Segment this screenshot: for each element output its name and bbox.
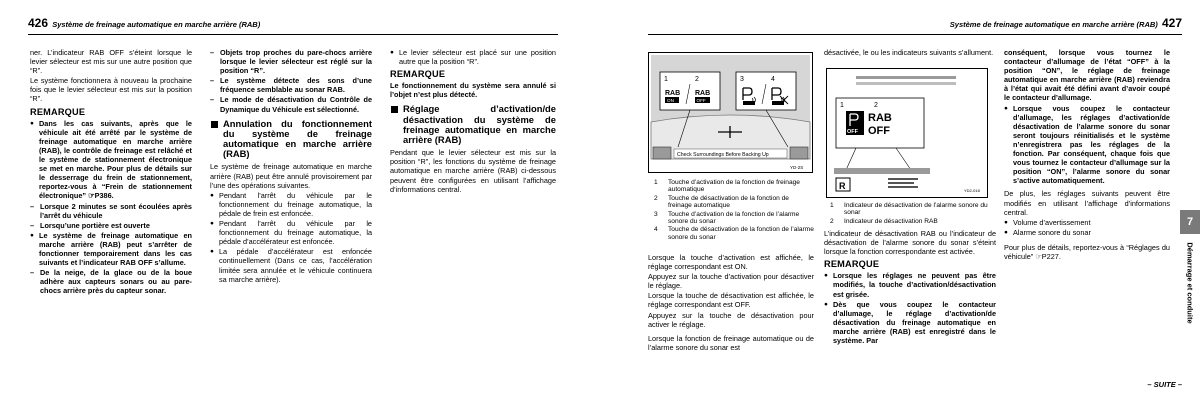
- page-reference: ☞P227.: [1035, 251, 1061, 261]
- paragraph: désactivée, le ou les indicateurs suivants s’allument.: [824, 48, 994, 57]
- paragraph: De plus, les réglages suivants peuvent être modifiés en utilisant l’affichage d’informations central.: [1004, 189, 1170, 217]
- paragraph: Appuyez sur la touche d’activation pour désactiver le réglage.: [648, 272, 814, 291]
- paragraph: ner. L’indicateur RAB OFF s’éteint lorsque le levier sélecteur est mis sur une autre position que “R”.: [30, 48, 192, 76]
- paragraph: Lorsque la fonction de freinage automatique ou de l’alarme sonore du sonar est: [648, 333, 814, 352]
- rab-label: RAB: [868, 112, 892, 124]
- caption-item: 2 Indicateur de désactivation RAB: [830, 217, 938, 225]
- right-page: [614, 0, 1200, 402]
- running-title: Système de freinage automatique en marche arrière (RAB): [52, 20, 261, 29]
- page-number: 427: [1161, 16, 1182, 30]
- figure-code: YD-2S: [790, 165, 804, 170]
- rab-label: RAB: [665, 90, 681, 97]
- display-illustration: [648, 52, 813, 173]
- page-reference: ☞P386.: [88, 191, 114, 201]
- paragraph: Le système de freinage automatique en marche arrière (RAB) peut être annulé provisoirement par l’une des opérations suivantes.: [210, 162, 372, 190]
- off-label: OFF: [868, 125, 890, 137]
- callout-number: 1: [664, 76, 668, 83]
- figure-code: YD2-018: [964, 188, 980, 193]
- gear-letter: R: [839, 181, 846, 191]
- remarque-heading: REMARQUE: [824, 259, 880, 270]
- chapter-title: Démarrage et conduite: [1185, 242, 1195, 324]
- dash-item: – Objets trop proches du pare-chocs arrière lorsque le levier sélecteur est réglé sur la position “R”.: [210, 48, 372, 75]
- meter-detail: [888, 186, 918, 188]
- meter-bar: [856, 76, 956, 79]
- remarque-heading: REMARQUE: [30, 106, 86, 117]
- callout-number: 2: [695, 76, 699, 83]
- left-column-1: [30, 48, 192, 296]
- bullet-item: [30, 119, 192, 201]
- right-tab-shape: [790, 147, 808, 159]
- left-column-3: [390, 48, 556, 195]
- callout-number: 4: [771, 76, 775, 83]
- caption-item: 4 Touche de désactivation de la fonction de l’alarme sonore du sonar: [654, 226, 814, 241]
- chapter-tab: 7: [1180, 210, 1200, 234]
- bullet-text: Dans les cas suivants, après que le véhicule ait été arrêté par le système de freinage automatique en marche arrière (RAB), le contrôle de freinage est relâché et le système de stationnement électronique se met en marche. Pour plus de détails sur le desserrage du frein de stationnement, reportez-vous à “Frein de stationnement électronique”: [39, 118, 192, 201]
- off-badge: [772, 101, 784, 105]
- caption-item: 1 Touche d’activation de la fonction de freinage automatique: [654, 179, 800, 194]
- bullet-item: ● Pendant l’arrêt du véhicule par le fonctionnement du freinage automatique, la pédale de frein est enfoncée.: [210, 191, 372, 218]
- figure2-captions: [824, 202, 996, 226]
- dash-item: – Lorsqu’une portière est ouverte: [30, 221, 192, 230]
- on-text: ON: [667, 98, 674, 103]
- page-number: 426: [28, 16, 49, 30]
- dash-item: – Le mode de désactivation du Contrôle de Dynamique du Véhicule est sélectionné.: [210, 95, 372, 113]
- bullet-item: ● Dès que vous coupez le contacteur d’allumage, le réglage d’activation/de désactivation du freinage automatique en marche arrière (RAB) est enregistré dans le système. Par: [824, 300, 996, 345]
- callout-number: 3: [740, 76, 744, 83]
- paragraph: Pour plus de détails, reportez-vous à “Réglages du véhicule” ☞P227.: [1004, 242, 1170, 261]
- right-column-2: [824, 48, 996, 58]
- caption-item: 2 Touche de désactivation de la fonction de freinage automatique: [654, 194, 789, 210]
- meter-illustration: [826, 68, 988, 198]
- paragraph: Appuyez sur la touche de désactivation pour activer le réglage.: [648, 310, 814, 329]
- bullet-item: ● La pédale d’accélérateur est enfoncée continuellement (Dans ce cas, l’accélération limitée sera annulée et le véhicule continuera sa marche arrière).: [210, 247, 372, 283]
- remarque-text: Le fonctionnement du système sera annulé si l’objet n’est plus détecté.: [390, 81, 556, 100]
- callout-number: 2: [874, 102, 878, 109]
- left-tab-shape: [653, 147, 671, 159]
- paragraph: L’indicateur de désactivation RAB ou l’indicateur de désactivation de l’alarme sonore du sonar s’éteint lorsque la fonction correspondante est activée.: [824, 229, 996, 257]
- right-column-3: [1004, 48, 1170, 262]
- dash-item: – Le système détecte des sons d’une fréquence semblable au sonar RAB.: [210, 76, 372, 94]
- left-page: [0, 0, 586, 402]
- dash-item: – De la neige, de la glace ou de la boue adhère aux capteurs sonars ou au pare-chocs arrière près du capteur sonar.: [30, 268, 192, 295]
- section-heading: Réglage d’activation/de désactivation du système de freinage automatique en marche arrière (RAB): [390, 104, 556, 145]
- bullet-item: ● Le levier sélecteur est placé sur une position autre que la position “R”.: [390, 48, 556, 66]
- running-title: Système de freinage automatique en marche arrière (RAB): [949, 20, 1158, 29]
- left-page-header: [28, 16, 260, 30]
- bullet-item: ● Lorsque vous coupez le contacteur d’allumage, les réglages d’activation/de désactivation de l’alarme sonore du sonar seront toujours réinitialisés et le système n’enregistrera pas les réglages de la fonction. Par conséquent, chaque fois que vous tournez le contacteur d’allumage sur la position “ON”, l’alarme sonore du sonar s’active automatiquement.: [1004, 104, 1170, 186]
- remarque-heading: REMARQUE: [390, 69, 446, 80]
- off-text: OFF: [847, 129, 858, 135]
- rab-label: RAB: [695, 90, 711, 97]
- meter-detail: [888, 182, 914, 184]
- right-column-1: [648, 253, 814, 353]
- bullet-item: ● Le système de freinage automatique en marche arrière (RAB) peut s’arrêter de fonctionner temporairement dans les cas suivants et l’indicateur RAB OFF s’allume.: [30, 231, 192, 267]
- on-badge: [743, 101, 755, 105]
- section-heading: Annulation du fonctionnement du système de freinage automatique en marche arrière (RAB): [210, 119, 372, 160]
- paragraph: conséquent, lorsque vous tournez le contacteur d’allumage de l’état “OFF” à la position “ON”, le réglage de freinage automatique en marche arrière (RAB) reviendra à l’état qui avait été défini avant d’avoir coupé le contacteur d’allumage.: [1004, 48, 1170, 103]
- meter-strip: [834, 168, 930, 174]
- bullet-item: ● Volume d’avertissement: [1004, 218, 1170, 227]
- left-column-2: [210, 48, 372, 285]
- paragraph: Pendant que le levier sélecteur est mis sur la position “R”, les fonctions du système de freinage automatique en marche arrière (RAB) ci-dessous peuvent être configurées en utilisant l’affichage d’informations central.: [390, 148, 556, 194]
- meter-bar: [856, 82, 956, 85]
- callout-number: 1: [840, 102, 844, 109]
- right-page-header: [950, 16, 1182, 30]
- bullet-item: ● Lorsque les réglages ne peuvent pas être modifiés, la touche d’activation/désactivation est grisée.: [824, 271, 996, 298]
- header-rule: [28, 34, 558, 35]
- right-column-2-body: [824, 229, 996, 346]
- paragraph: Le système fonctionnera à nouveau la prochaine fois que le levier sélecteur est mis sur la position “R”.: [30, 76, 192, 104]
- paragraph: Lorsque la touche d’activation est affichée, le réglage correspondant est ON.: [648, 253, 814, 272]
- dash-item: – Lorsque 2 minutes se sont écoulées après l’arrêt du véhicule: [30, 202, 192, 220]
- paragraph: Lorsque la touche de désactivation est affichée, le réglage correspondant est OFF.: [648, 291, 814, 310]
- bullet-item: ● Alarme sonore du sonar: [1004, 228, 1170, 237]
- header-rule: [648, 34, 1182, 35]
- figure1-captions: [648, 179, 814, 242]
- caption-item: 1 Indicateur de désactivation de l’alarme sonore du sonar: [830, 202, 988, 217]
- bullet-item: ● Pendant l’arrêt du véhicule par le fonctionnement du freinage automatique, la pédale d’accélérateur est enfoncée.: [210, 219, 372, 246]
- continued-marker: – SUITE –: [1147, 380, 1182, 389]
- off-text: OFF: [696, 98, 706, 103]
- meter-detail: [888, 178, 918, 180]
- caption-item: 3 Touche d’activation de la fonction de l’alarme sonore du sonar: [654, 210, 800, 226]
- banner-text: Check Surroundings Before Backing Up: [677, 152, 769, 158]
